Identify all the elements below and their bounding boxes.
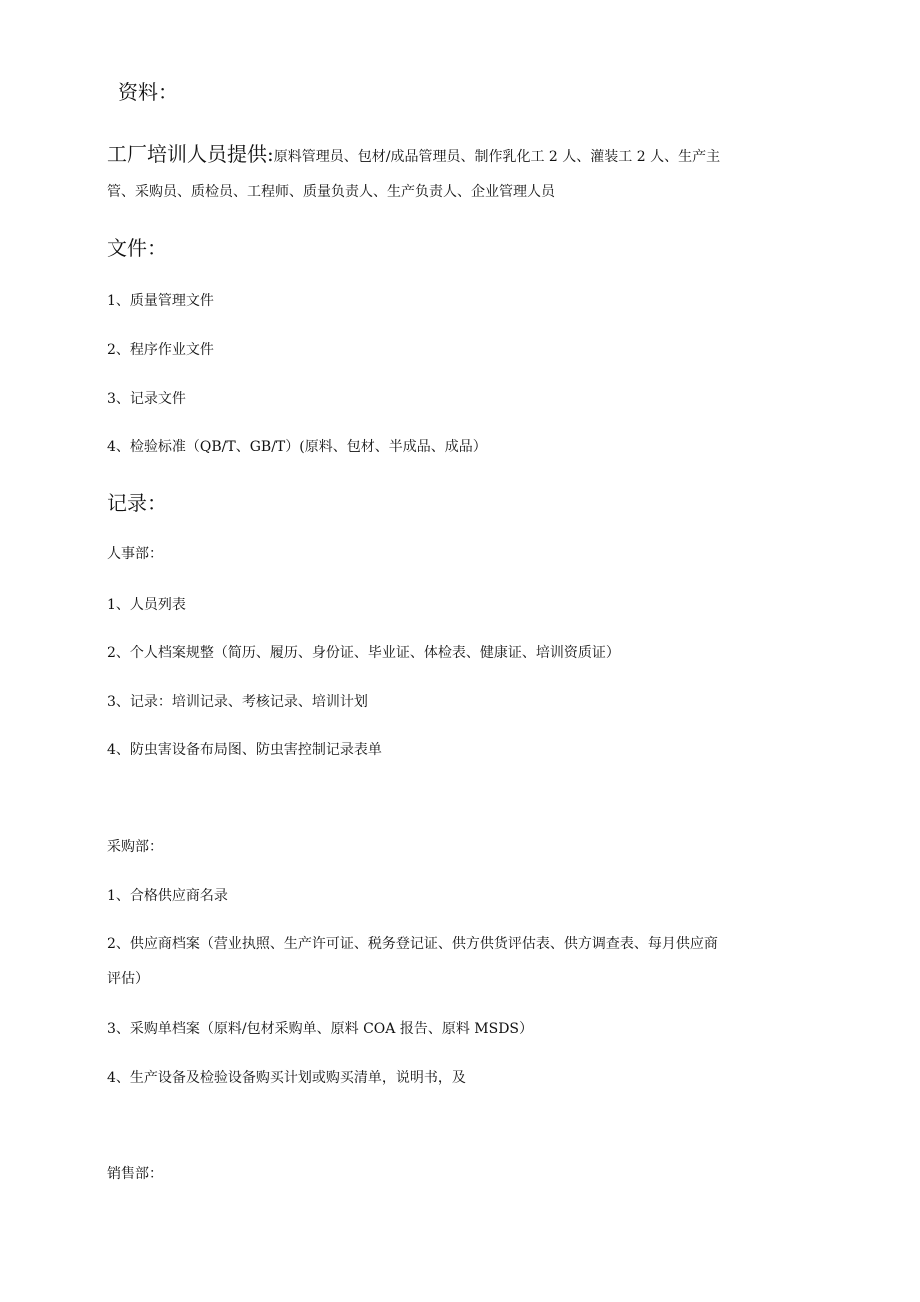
hr-item-3: 3、记录：培训记录、考核记录、培训计划 — [107, 694, 368, 710]
training-line-1 — [107, 138, 720, 167]
training-text: 原料管理员、包材/成品管理员、制作乳化工 2 人、灌装工 2 人、生产主 — [273, 149, 721, 165]
files-item-2: 2、程序作业文件 — [107, 342, 214, 358]
purchasing-item-2-cont: 评估） — [107, 971, 149, 987]
purchasing-item-3: 3、采购单档案（原料/包材采购单、原料 COA 报告、原料 MSDS） — [107, 1021, 534, 1037]
files-heading: 文件： — [107, 236, 167, 260]
hr-item-4: 4、防虫害设备布局图、防虫害控制记录表单 — [107, 742, 382, 758]
purchasing-item-1: 1、合格供应商名录 — [107, 888, 228, 904]
purchasing-title: 采购部： — [107, 839, 163, 855]
training-lead: 工厂培训人员提供: — [107, 142, 274, 166]
training-line-2: 管、采购员、质检员、工程师、质量负责人、生产负责人、企业管理人员 — [107, 184, 555, 200]
purchasing-item-2: 2、供应商档案（营业执照、生产许可证、税务登记证、供方供货评估表、供方调查表、每月供应商 — [107, 936, 718, 952]
materials-heading: 资料： — [118, 80, 178, 104]
purchasing-item-4: 4、生产设备及检验设备购买计划或购买清单，说明书，及 — [107, 1070, 466, 1086]
files-item-1: 1、质量管理文件 — [107, 293, 214, 309]
hr-item-1: 1、人员列表 — [107, 597, 186, 613]
sales-title: 销售部： — [107, 1166, 163, 1182]
hr-title: 人事部： — [107, 546, 163, 562]
files-item-3: 3、记录文件 — [107, 391, 186, 407]
hr-item-2: 2、个人档案规整（简历、履历、身份证、毕业证、体检表、健康证、培训资质证） — [107, 645, 620, 661]
records-heading: 记录： — [107, 491, 167, 515]
files-item-4: 4、检验标准（QB/T、GB/T）(原料、包材、半成品、成品） — [107, 439, 487, 455]
